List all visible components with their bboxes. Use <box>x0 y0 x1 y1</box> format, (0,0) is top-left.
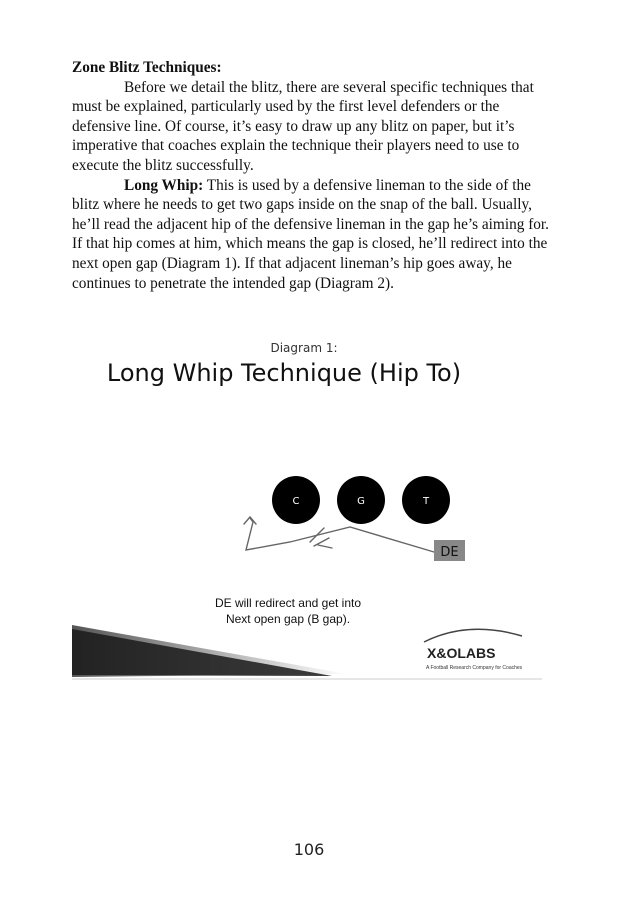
long-whip-description: This is used by a defensive lineman to the side of the blitz where he needs to get two gaps inside on the snap of the ball. Usually, he’ll read the adjacent hip of the defensive lineman in the gap he’s aiming for. If that hip comes at him, which means the gap is closed, he’ll redirect into the next open gap (Diagram 1). If that adjacent lineman’s hip goes away, he continues to penetrate the intended gap (Diagram 2). <box>72 176 550 292</box>
diagram-title: Long Whip Technique (Hip To) <box>106 359 462 387</box>
offensive-line <box>272 476 450 524</box>
page-number: 106 <box>293 840 325 859</box>
defender-de <box>434 540 465 561</box>
logo-text: X&OLABS <box>427 645 496 661</box>
xo-labs-logo <box>424 629 523 671</box>
caption-line-2: Next open gap (B gap). <box>225 612 351 626</box>
route-lines <box>244 517 434 552</box>
svg-text:G: G <box>357 496 365 507</box>
diagram-canvas <box>72 336 542 681</box>
section-heading: Zone Blitz Techniques: <box>72 59 222 76</box>
long-whip-term: Long Whip: <box>124 176 204 194</box>
player-center <box>272 476 320 524</box>
logo-tagline: A Football Research Company for Coaches <box>426 665 523 671</box>
intro-paragraph: Before we detail the blitz, there are several specific techniques that must be explained, particularly used by the first level defenders or the defensive line. Of course, it’s easy to draw up any blitz on paper, but it’s imperative that coaches explain the technique their players need to use to execute the blitz successfully. <box>72 78 534 174</box>
svg-text:C: C <box>292 496 300 507</box>
caption-line-1: DE will redirect and get into <box>214 596 362 610</box>
diagram-1 <box>72 336 542 681</box>
player-guard <box>337 476 385 524</box>
long-whip-paragraph <box>72 176 550 294</box>
body-text <box>72 58 550 293</box>
diagram-label: Diagram 1: <box>270 341 338 355</box>
svg-text:T: T <box>422 496 430 507</box>
svg-text:DE: DE <box>440 545 459 560</box>
player-tackle <box>402 476 450 524</box>
